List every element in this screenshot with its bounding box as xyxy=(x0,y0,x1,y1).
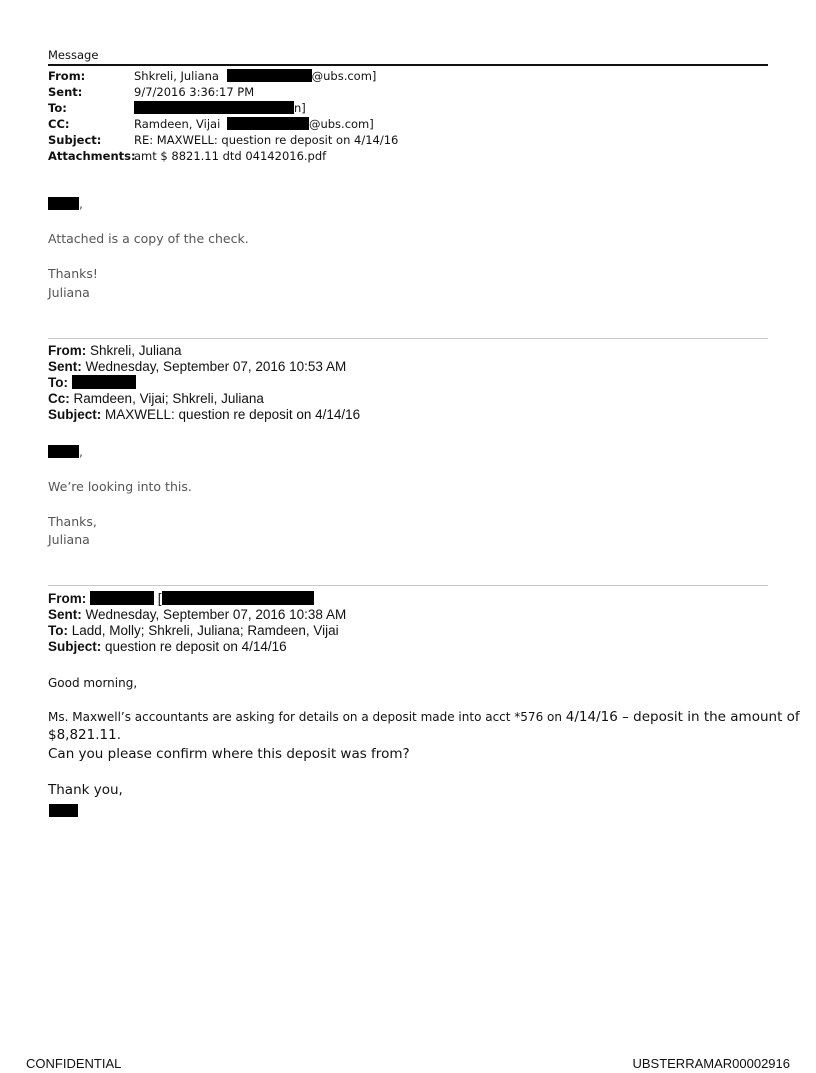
fwd2-from xyxy=(48,591,314,606)
fwd1-sent-value: Wednesday, September 07, 2016 10:53 AM xyxy=(85,359,347,374)
fwd2-from-bracket: [ xyxy=(157,591,162,606)
fwd1-subject-label: Subject: xyxy=(48,407,102,422)
fwd2-sent xyxy=(48,607,346,622)
redaction-box xyxy=(162,591,314,605)
cc-email-suffix: @ubs.com] xyxy=(308,117,374,131)
redaction-box xyxy=(134,101,294,114)
fwd1-from-label: From: xyxy=(48,343,87,358)
redaction-box xyxy=(49,804,78,817)
fwd2-line1 xyxy=(48,709,800,725)
fwd1-signature: Juliana xyxy=(48,532,90,547)
separator-line xyxy=(48,338,768,339)
fwd1-to-label: To: xyxy=(48,375,68,390)
message-title: Message xyxy=(48,48,99,62)
from-email-suffix: @ubs.com] xyxy=(311,69,377,83)
greeting-comma: , xyxy=(79,444,83,459)
fwd2-sent-value: Wednesday, September 07, 2016 10:38 AM xyxy=(85,607,347,622)
fwd2-line2: $8,821.11. xyxy=(48,727,121,743)
fwd2-line3: Can you please confirm where this deposit was from? xyxy=(48,746,410,762)
fwd1-cc-value: Ramdeen, Vijai; Shkreli, Juliana xyxy=(73,391,264,406)
fwd1-line: We’re looking into this. xyxy=(48,479,192,494)
to-email-suffix: n] xyxy=(294,101,306,115)
separator-line xyxy=(48,585,768,586)
fwd2-to xyxy=(48,623,339,638)
redaction-box xyxy=(227,69,312,82)
from-label: From: xyxy=(48,69,86,83)
fwd2-line1-b: 4/14/16 – deposit in the amount of xyxy=(565,709,800,725)
subject-label: Subject: xyxy=(48,133,102,147)
fwd2-subject xyxy=(48,639,287,654)
fwd1-subject-value: MAXWELL: question re deposit on 4/14/16 xyxy=(105,407,361,422)
reply-signature: Juliana xyxy=(48,285,90,300)
redaction-box xyxy=(48,197,79,210)
attachments-label: Attachments: xyxy=(48,149,136,163)
redaction-box xyxy=(72,375,136,389)
fwd1-cc-label: Cc: xyxy=(48,391,70,406)
fwd2-closing: Thank you, xyxy=(48,782,123,798)
reply-thanks: Thanks! xyxy=(48,266,98,281)
sent-label: Sent: xyxy=(48,85,83,99)
subject-value: RE: MAXWELL: question re deposit on 4/14/16 xyxy=(134,133,399,147)
attachment-link[interactable]: amt $ 8821.11 dtd 04142016.pdf xyxy=(134,149,327,163)
fwd2-subject-label: Subject: xyxy=(48,639,102,654)
fwd1-thanks: Thanks, xyxy=(48,514,97,529)
cc-value xyxy=(134,117,374,131)
fwd2-subject-value: question re deposit on 4/14/16 xyxy=(105,639,287,654)
fwd1-from xyxy=(48,343,182,358)
footer-bates-number: UBSTERRAMAR00002916 xyxy=(632,1056,790,1071)
redaction-box xyxy=(227,117,309,130)
fwd1-subject xyxy=(48,407,360,422)
fwd1-sent-label: Sent: xyxy=(48,359,82,374)
fwd2-from-label: From: xyxy=(48,591,87,606)
redaction-box xyxy=(48,445,79,458)
fwd2-greeting: Good morning, xyxy=(48,676,138,690)
to-value xyxy=(134,101,306,115)
fwd1-sent xyxy=(48,359,346,374)
fwd2-sent-label: Sent: xyxy=(48,607,82,622)
from-name: Shkreli, Juliana xyxy=(134,69,219,83)
fwd1-cc xyxy=(48,391,264,406)
reply-line: Attached is a copy of the check. xyxy=(48,231,249,246)
cc-name: Ramdeen, Vijai xyxy=(134,117,221,131)
to-label: To: xyxy=(48,101,67,115)
fwd2-to-value: Ladd, Molly; Shkreli, Juliana; Ramdeen, Vijai xyxy=(71,623,339,638)
fwd2-to-label: To: xyxy=(48,623,68,638)
from-value xyxy=(134,69,376,83)
fwd2-line1-a: Ms. Maxwell’s accountants are asking for details on a deposit made into acct *576 on xyxy=(48,710,566,724)
fwd1-to xyxy=(48,375,136,390)
redaction-box xyxy=(90,591,154,605)
fwd1-from-value: Shkreli, Juliana xyxy=(90,343,182,358)
cc-label: CC: xyxy=(48,117,70,131)
fwd1-greeting xyxy=(48,444,83,459)
sent-value: 9/7/2016 3:36:17 PM xyxy=(134,85,255,99)
greeting-comma: , xyxy=(79,196,83,211)
greeting xyxy=(48,196,83,211)
footer-confidential: CONFIDENTIAL xyxy=(26,1056,122,1071)
header-rule xyxy=(48,64,768,66)
